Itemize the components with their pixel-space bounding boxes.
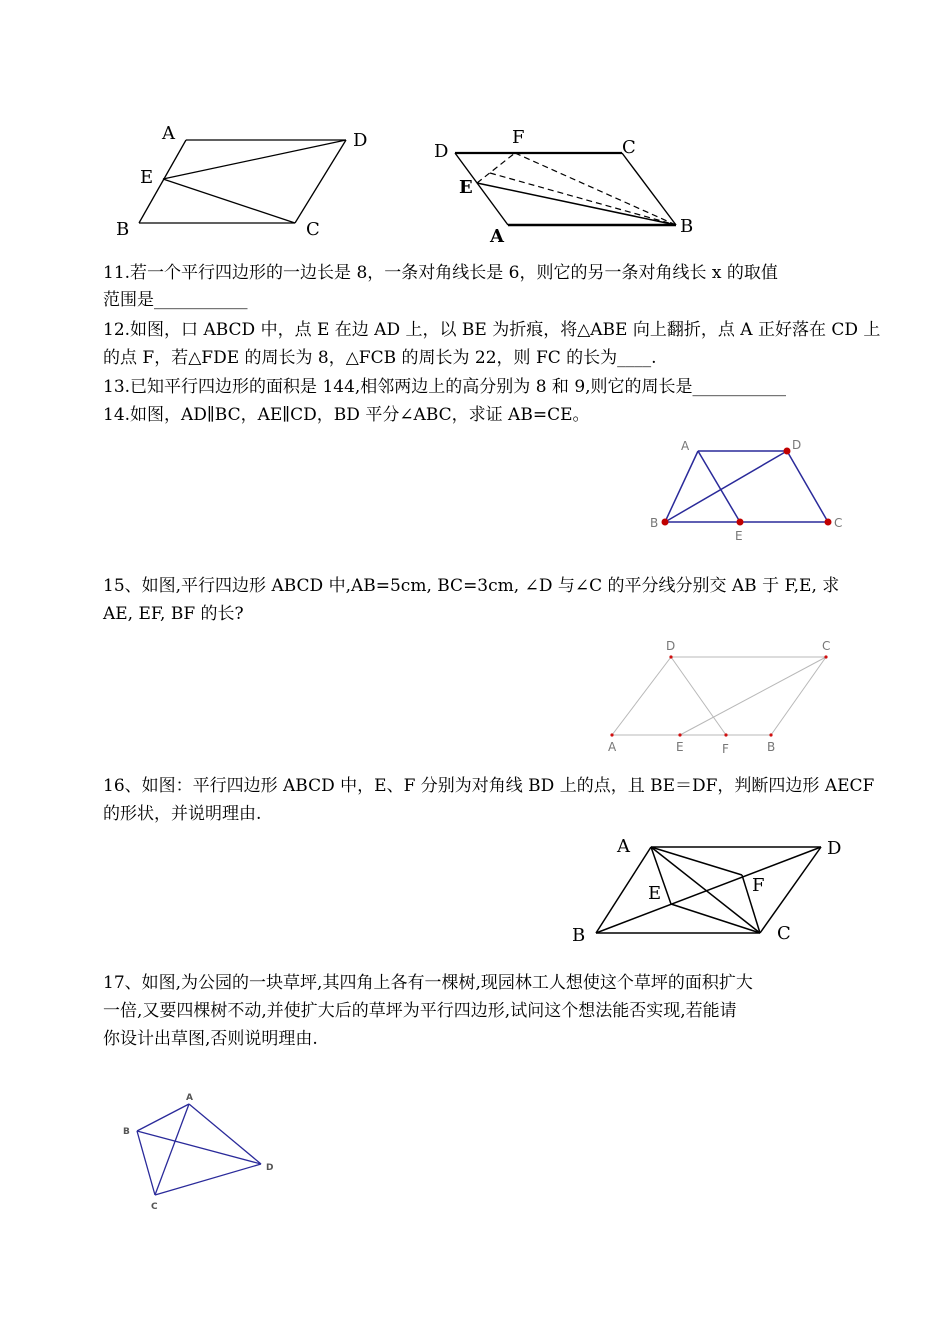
label-c: C [822, 639, 831, 653]
figure-14 [645, 432, 855, 550]
label-b: B [572, 925, 586, 946]
question-16-line-1: 16、如图：平行四边形 ABCD 中，E、F 分别为对角线 BD 上的点，且 BE＝DF，判断四边形 AECF [103, 776, 875, 796]
question-17-line-3: 你设计出草图,否则说明理由. [103, 1029, 318, 1049]
figure-folding-parallelogram [428, 125, 698, 247]
label-f: F [512, 127, 525, 148]
label-a: A [490, 226, 504, 247]
question-16-line-2: 的形状，并说明理由. [103, 804, 262, 824]
figure-16 [565, 832, 855, 950]
label-d: D [827, 838, 842, 859]
question-17-line-2: 一倍,又要四棵树不动,并使扩大后的草坪为平行四边形,试问这个想法能否实现,若能请 [103, 1001, 737, 1021]
label-f: F [752, 875, 765, 896]
label-c: C [622, 137, 636, 158]
question-11-line-1: 11.若一个平行四边形的一边长是 8，一条对角线长是 6，则它的另一条对角线长 x 的取值 [103, 263, 778, 283]
label-e: E [648, 883, 662, 904]
label-a: A [186, 1093, 193, 1103]
figure-17 [115, 1088, 285, 1213]
figure-parallelogram-abcd-e [110, 120, 390, 245]
label-e: E [676, 740, 684, 754]
label-b: B [123, 1127, 130, 1137]
label-b: B [680, 216, 694, 237]
label-c: C [777, 923, 791, 944]
label-a: A [608, 740, 617, 754]
question-12-line-1: 12.如图，口 ABCD 中，点 E 在边 AD 上，以 BE 为折痕，将△ABE 向上翻折，点 A 正好落在 CD 上 [103, 320, 881, 340]
question-11-line-2: 范围是___________ [103, 290, 248, 310]
label-e: E [735, 529, 743, 543]
label-a: A [617, 836, 630, 857]
label-e: E [140, 167, 154, 188]
label-b: B [650, 516, 659, 530]
question-15-line-2: AE, EF, BF 的长? [103, 604, 244, 624]
label-c: C [306, 219, 320, 240]
question-14: 14.如图，AD∥BC，AE∥CD，BD 平分∠ABC，求证 AB=CE。 [103, 405, 590, 425]
label-f: F [722, 742, 729, 756]
label-d: D [792, 438, 802, 452]
label-c: C [151, 1202, 158, 1212]
label-b: B [116, 219, 130, 240]
question-13: 13.已知平行四边形的面积是 144,相邻两边上的高分别为 8 和 9,则它的周长是___________ [103, 377, 787, 397]
question-17-line-1: 17、如图,为公园的一块草坪,其四角上各有一棵树,现园林工人想使这个草坪的面积扩大 [103, 973, 753, 993]
question-12-line-2: 的点 F，若△FDE 的周长为 8，△FCB 的周长为 22，则 FC 的长为____. [103, 348, 657, 368]
figure-15 [600, 635, 850, 760]
label-b: B [767, 740, 776, 754]
label-a: A [681, 439, 690, 453]
label-d: D [434, 141, 449, 162]
label-c: C [834, 516, 843, 530]
label-a: A [162, 123, 175, 144]
question-15-line-1: 15、如图,平行四边形 ABCD 中,AB=5cm, BC=3cm, ∠D 与∠C 的平分线分别交 AB 于 F,E, 求 [103, 576, 840, 596]
label-e: E [459, 177, 473, 198]
label-d: D [353, 130, 368, 151]
label-d: D [266, 1163, 274, 1173]
label-d: D [666, 639, 676, 653]
